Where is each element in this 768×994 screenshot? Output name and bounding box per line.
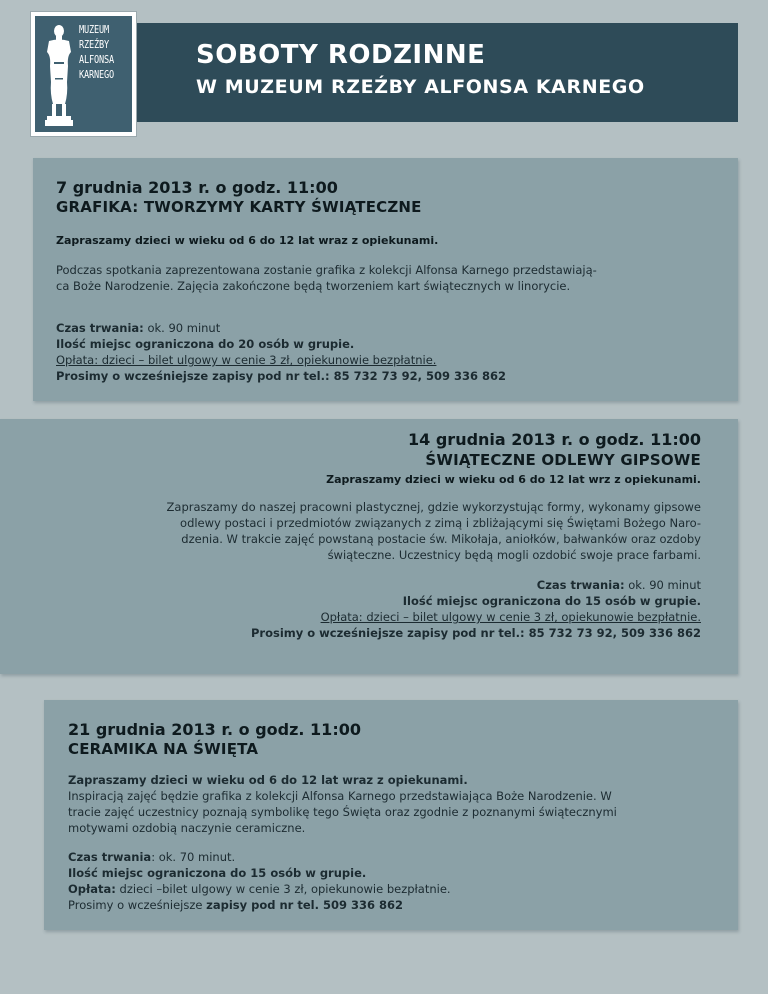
event-date: 7 grudnia 2013 r. o godz. 11:00: [56, 178, 338, 197]
sculpture-figure-icon: [41, 22, 77, 128]
description-line: Inspiracją zajęć będzie grafika z kolekcji Alfonsa Karnego przedstawiająca Boże Narodzenie. W: [68, 789, 612, 803]
description-line: tracie zajęć uczestnicy poznają symbolikę tego Święta oraz zgodnie z poznanymi świątecznymi: [68, 805, 617, 819]
description-line: motywami ozdobią naczynie ceramiczne.: [68, 821, 306, 835]
group-limit: Ilość miejsc ograniczona do 15 osób w grupie.: [402, 594, 701, 608]
logo-line: ALFONSA: [79, 53, 115, 66]
duration-row: [56, 320, 506, 336]
event-invite: Zapraszamy dzieci w wieku od 6 do 12 lat wraz z opiekunami.: [56, 234, 439, 247]
event-title: ŚWIĄTECZNE ODLEWY GIPSOWE: [425, 451, 701, 469]
signup-text: Prosimy o wcześniejsze: [68, 898, 207, 912]
logo-line: KARNEGO: [79, 68, 115, 81]
event-title: CERAMIKA NA ŚWIĘTA: [68, 740, 259, 758]
duration-label: Czas trwania:: [536, 578, 625, 592]
event-details: [56, 320, 506, 384]
page-subtitle: W MUZEUM RZEŹBY ALFONSA KARNEGO: [196, 76, 645, 98]
description-line: świąteczne. Uczestnicy będą mogli ozdobić swoje prace farbami.: [327, 548, 701, 562]
event-date: 14 grudnia 2013 r. o godz. 11:00: [408, 430, 701, 449]
fee-label: Opłata:: [68, 882, 116, 896]
duration-value: : ok. 70 minut.: [151, 850, 236, 864]
duration-value: ok. 90 minut: [147, 321, 221, 335]
event-card-3: [44, 700, 738, 930]
description-line: Podczas spotkania zaprezentowana zostanie grafika z kolekcji Alfonsa Karnego przedstawiają-: [56, 263, 597, 277]
description-line: ca Boże Narodzenie. Zajęcia zakończone będą tworzeniem kart świątecznych w linorycie.: [56, 279, 571, 293]
event-description: [56, 262, 726, 294]
event-card-1: [33, 158, 738, 401]
description-line: odlewy postaci i przedmiotów związanych z zimą i zbliżającymi się Świętami Bożego Naro-: [180, 516, 701, 530]
logo-background: [35, 16, 132, 132]
duration-row: [68, 849, 451, 865]
duration-label: Czas trwania: [68, 850, 152, 864]
event-date: 21 grudnia 2013 r. o godz. 11:00: [68, 720, 361, 739]
group-limit: Ilość miejsc ograniczona do 20 osób w grupie.: [56, 337, 355, 351]
description-line: dzenia. W trakcie zajęć powstaną postacie św. Mikołaja, aniołków, bałwanków oraz ozdoby: [181, 532, 701, 546]
group-limit: Ilość miejsc ograniczona do 15 osób w grupie.: [68, 866, 367, 880]
fee-info: Opłata: dzieci – bilet ulgowy w cenie 3 zł, opiekunowie bezpłatnie.: [320, 610, 701, 624]
event-details: [68, 849, 451, 913]
logo-wordmark: [79, 22, 114, 82]
museum-logo: [30, 11, 137, 137]
fee-info: Opłata: dzieci – bilet ulgowy w cenie 3 zł, opiekunowie bezpłatnie.: [56, 353, 437, 367]
fee-row: [68, 881, 451, 897]
duration-label: Czas trwania:: [56, 321, 144, 335]
signup-row: [68, 897, 451, 913]
event-invite: Zapraszamy dzieci w wieku od 6 do 12 lat wrz z opiekunami.: [326, 473, 701, 486]
signup-phone: zapisy pod nr tel. 509 336 862: [206, 898, 403, 912]
event-description: [68, 772, 728, 836]
event-description: [11, 499, 701, 563]
event-details: [251, 577, 701, 641]
event-title: GRAFIKA: TWORZYMY KARTY ŚWIĄTECZNE: [56, 198, 422, 216]
duration-value: ok. 90 minut: [628, 578, 701, 592]
signup-info: Prosimy o wcześniejsze zapisy pod nr tel.: 85 732 73 92, 509 336 862: [251, 626, 701, 640]
event-invite: Zapraszamy dzieci w wieku od 6 do 12 lat wraz z opiekunami.: [68, 773, 468, 787]
fee-value: dzieci –bilet ulgowy w cenie 3 zł, opiekunowie bezpłatnie.: [115, 882, 451, 896]
page-title: SOBOTY RODZINNE: [196, 40, 486, 70]
signup-info: Prosimy o wcześniejsze zapisy pod nr tel.: 85 732 73 92, 509 336 862: [56, 369, 506, 383]
description-line: Zapraszamy do naszej pracowni plastycznej, gdzie wykorzystując formy, wykonamy gipsowe: [166, 500, 701, 514]
duration-row: [251, 577, 701, 593]
logo-line: MUZEUM: [79, 23, 110, 36]
logo-line: RZEŹBY: [79, 38, 110, 51]
event-card-2: [0, 419, 738, 674]
